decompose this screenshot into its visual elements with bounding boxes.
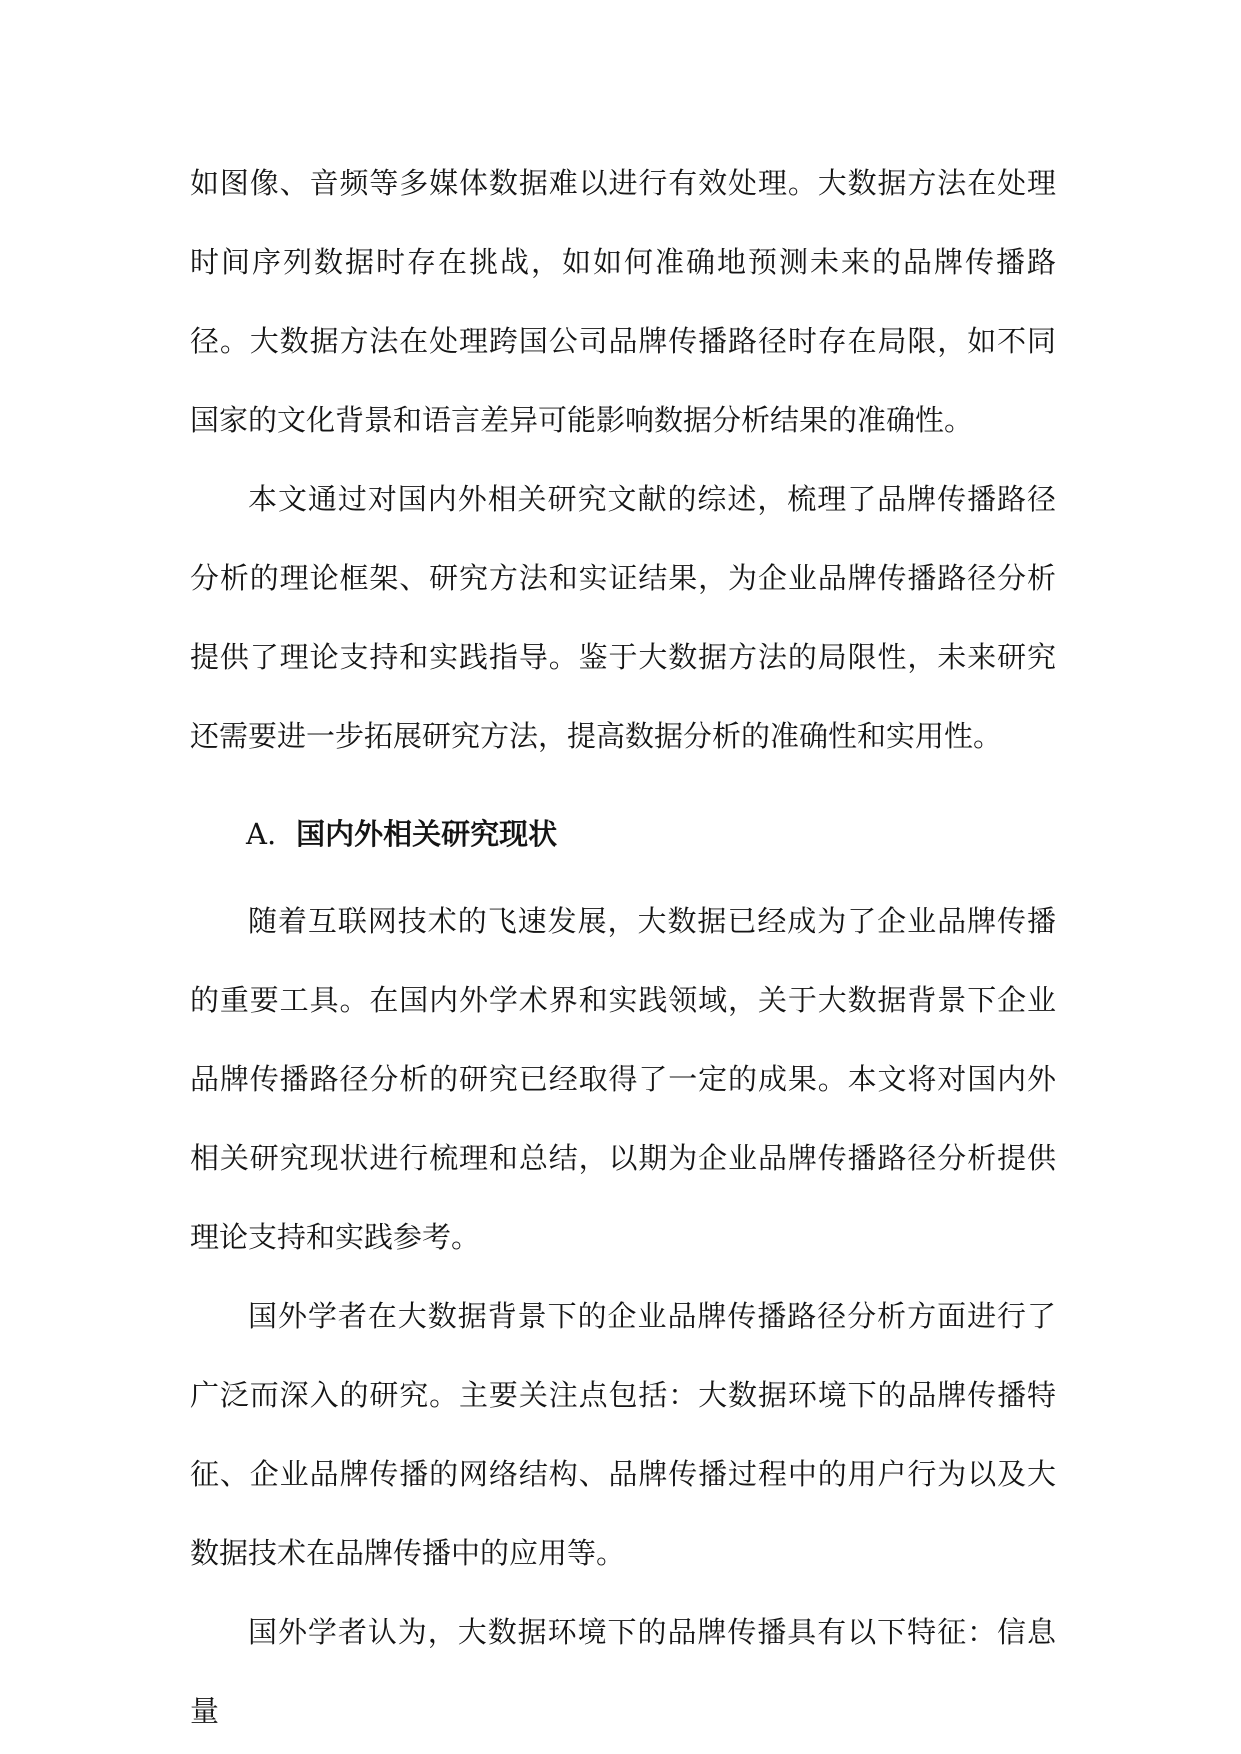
paragraph-review-summary: 本文通过对国内外相关研究文献的综述，梳理了品牌传播路径分析的理论框架、研究方法和实证结果，为企业品牌传播路径分析提供了理论支持和实践指导。鉴于大数据方法的局限性，未来研究还需要进一步拓展研究方法，提高数据分析的准确性和实用性。 [190, 482, 1056, 753]
section-number: A. [246, 817, 277, 851]
section-heading [190, 795, 1056, 874]
paragraph-foreign-research: 国外学者在大数据背景下的企业品牌传播路径分析方面进行了广泛而深入的研究。主要关注点包括：大数据环境下的品牌传播特征、企业品牌传播的网络结构、品牌传播过程中的用户行为以及大数据技术在品牌传播中的应用等。 [190, 1299, 1056, 1570]
paragraph-intro: 随着互联网技术的飞速发展，大数据已经成为了企业品牌传播的重要工具。在国内外学术界和实践领域，关于大数据背景下企业品牌传播路径分析的研究已经取得了一定的成果。本文将对国内外相关研究现状进行梳理和总结，以期为企业品牌传播路径分析提供理论支持和实践参考。 [190, 904, 1056, 1254]
section-title: 国内外相关研究现状 [296, 817, 558, 851]
paragraph-continued: 如图像、音频等多媒体数据难以进行有效处理。大数据方法在处理时间序列数据时存在挑战，如如何准确地预测未来的品牌传播路径。大数据方法在处理跨国公司品牌传播路径时存在局限，如不同国家的文化背景和语言差异可能影响数据分析结果的准确性。 [190, 166, 1056, 437]
paragraph-features: 国外学者认为，大数据环境下的品牌传播具有以下特征：信息量 [190, 1615, 1056, 1728]
document-body [190, 144, 1056, 1751]
